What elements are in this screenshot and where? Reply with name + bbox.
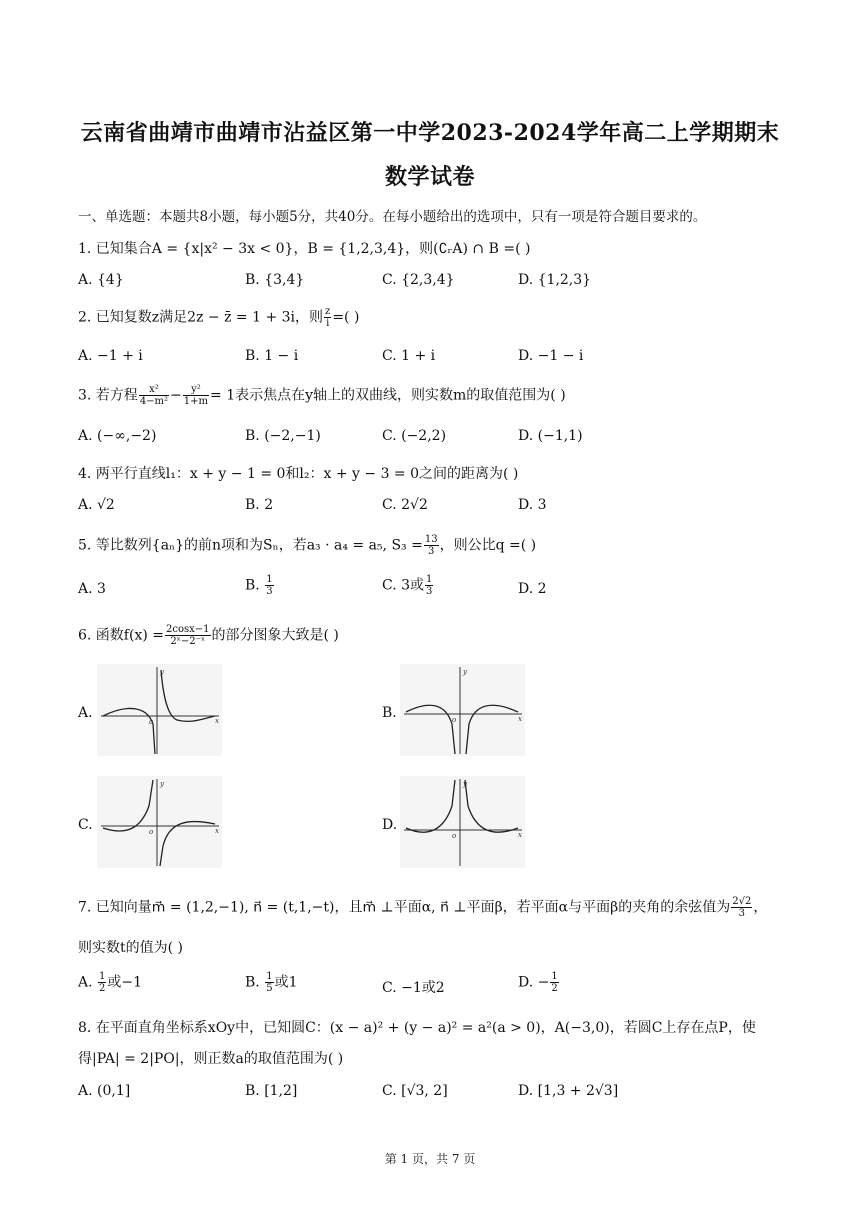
question-4-stem: 4. 两平行直线l₁：x + y − 1 = 0和l₂：x + y − 3 = 0之间的距离为( ) [78, 466, 519, 482]
q4-option-d: D. 3 [518, 497, 547, 513]
q5-option-a: A. 3 [78, 581, 106, 597]
q3-stem-b: = 1表示焦点在y轴上的双曲线，则实数m的取值范围为( ) [210, 387, 566, 404]
q6-frac-den: 2ˣ−2⁻ˣ [170, 636, 206, 647]
q5-c-num: 1 [426, 574, 433, 585]
q3-option-c: C. (−2,2) [382, 428, 447, 444]
q6-graph-a [97, 664, 222, 756]
q7-a-suffix: 或−1 [107, 974, 143, 991]
q8-option-a: A. (0,1] [78, 1083, 131, 1099]
q6-graph-b [400, 664, 525, 756]
q2-stem-b: =( ) [332, 309, 360, 326]
q7-b-suffix: 或1 [274, 974, 298, 991]
q6-option-d: D. [382, 817, 398, 833]
q3-f1-num: x² [139, 384, 169, 396]
q5-b-den: 3 [266, 586, 273, 597]
q2-option-d: D. −1 − i [518, 348, 584, 364]
q7-stem-b: ， [753, 899, 768, 916]
q6-stem-b: 的部分图象大致是( ) [211, 627, 339, 644]
q7-option-a [78, 971, 142, 994]
graph-a-figure [97, 664, 222, 756]
q5-c-label: C. 3或 [382, 577, 425, 594]
svg-text:y: y [160, 780, 164, 788]
question-8-stem-line-2: 得|PA| = 2|PO|，则正数a的取值范围为( ) [78, 1051, 344, 1067]
q2-stem-a: 2. 已知复数z满足2z − z̄ = 1 + 3i，则 [78, 309, 324, 326]
svg-text:o: o [149, 828, 154, 836]
q5-stem-b: ，则公比q =( ) [439, 537, 537, 554]
q5-stem-a: 5. 等比数列{aₙ}的前n项和为Sₙ，若a₃ · a₄ = a₅, S₃ = [78, 537, 423, 554]
q7-frac-num: 2√2 [732, 896, 752, 907]
q5-fraction [424, 534, 439, 557]
svg-text:y: y [463, 668, 467, 676]
svg-text:o: o [149, 718, 154, 726]
q7-fraction [731, 896, 752, 919]
q3-f1-den: 4−m² [139, 396, 169, 407]
q2-fraction [324, 306, 331, 329]
q1-option-c: C. {2,3,4} [382, 272, 455, 288]
q3-option-a: A. (−∞,−2) [78, 428, 157, 444]
svg-text:x: x [215, 717, 219, 725]
svg-text:o: o [452, 832, 457, 840]
q5-b-fraction [265, 574, 273, 597]
svg-text:o: o [452, 716, 457, 724]
q7-option-c: C. −1或2 [382, 980, 445, 996]
question-5-stem [78, 534, 536, 557]
q7-b-label: B. [245, 974, 260, 991]
q7-d-num: 1 [551, 971, 558, 982]
q3-option-d: D. (−1,1) [518, 428, 583, 444]
q4-option-b: B. 2 [245, 497, 274, 513]
q7-option-b [245, 971, 298, 994]
q2-option-b: B. 1 − i [245, 348, 299, 364]
q7-a-den: 2 [99, 983, 106, 994]
svg-text:x: x [518, 715, 522, 723]
q4-option-a: A. √2 [78, 497, 115, 513]
q8-option-d: D. [1,3 + 2√3] [518, 1083, 619, 1099]
svg-text:x: x [215, 827, 219, 835]
q5-option-d: D. 2 [518, 581, 547, 597]
q7-b-num: 1 [266, 971, 273, 982]
q6-frac-num: 2cosx−1 [166, 624, 210, 635]
q8-option-b: B. [1,2] [245, 1083, 298, 1099]
q2-frac-num: z [325, 306, 331, 317]
q8-option-c: C. [√3, 2] [382, 1083, 448, 1099]
q7-a-label: A. [78, 974, 93, 991]
q7-b-fraction [265, 971, 273, 994]
q5-c-fraction [425, 574, 433, 597]
graph-d-figure [400, 776, 525, 868]
q2-option-a: A. −1 + i [78, 348, 143, 364]
q1-option-a: A. {4} [78, 272, 124, 288]
question-8-stem: 8. 在平面直角坐标系xOy中，已知圆C：(x − a)² + (y − a)² = a²(a > 0)，A(−3,0)，若圆C上存在点P，使 [78, 1020, 756, 1036]
q5-b-label: B. [245, 577, 260, 594]
question-2-stem [78, 306, 359, 329]
q7-a-fraction [98, 971, 106, 994]
question-7-stem-line-2: 则实数t的值为( ) [78, 940, 183, 956]
q3-option-b: B. (−2,−1) [245, 428, 321, 444]
question-7-stem [78, 896, 767, 919]
q3-stem-a: 3. 若方程 [78, 387, 138, 404]
title-line-2: 数学试卷 [384, 164, 475, 190]
q5-c-den: 3 [426, 586, 433, 597]
q6-fraction [165, 624, 211, 647]
q2-option-c: C. 1 + i [382, 348, 436, 364]
q7-stem-a: 7. 已知向量m⃗ = (1,2,−1), n⃗ = (t,1,−t)，且m⃗ ⊥平面α, n⃗ ⊥平面β，若平面α与平面β的夹角的余弦值为 [78, 899, 731, 916]
q6-graph-c [97, 776, 222, 868]
q7-d-label: D. − [518, 974, 550, 991]
question-3-stem [78, 384, 566, 407]
q7-option-d [518, 971, 560, 994]
q1-option-b: B. {3,4} [245, 272, 305, 288]
graph-c-figure [97, 776, 222, 868]
q1-option-d: D. {1,2,3} [518, 272, 592, 288]
q5-frac-den: 3 [428, 546, 435, 557]
question-1-stem: 1. 已知集合A = {x|x² − 3x < 0}，B = {1,2,3,4}，则(∁ᵣA) ∩ B =( ) [78, 241, 531, 257]
graph-b-figure [400, 664, 525, 756]
q5-option-c [382, 574, 434, 597]
svg-text:y: y [463, 780, 467, 788]
q3-fraction-2 [183, 384, 209, 407]
q3-fraction-1 [139, 384, 169, 407]
q5-frac-num: 13 [424, 534, 438, 545]
q6-option-c: C. [78, 817, 93, 833]
q5-option-b [245, 574, 275, 597]
q6-graph-d [400, 776, 525, 868]
question-6-stem [78, 624, 339, 647]
q7-a-num: 1 [99, 971, 106, 982]
q7-frac-den: 3 [738, 908, 745, 919]
q6-option-b: B. [382, 705, 397, 721]
svg-text:y: y [160, 668, 164, 676]
title-line-1: 云南省曲靖市曲靖市沾益区第一中学2023-2024学年高二上学期期末 [80, 120, 780, 146]
q4-option-c: C. 2√2 [382, 497, 428, 513]
q6-stem-a: 6. 函数f(x) = [78, 627, 164, 644]
q7-d-den: 2 [551, 983, 558, 994]
q2-frac-den: i [326, 318, 330, 329]
q7-b-den: 5 [266, 983, 273, 994]
q7-d-fraction [550, 971, 558, 994]
section-heading: 一、单选题：本题共8小题，每小题5分，共40分。在每小题给出的选项中，只有一项是符合题目要求的。 [78, 209, 707, 225]
page-footer: 第 1 页，共 7 页 [384, 1152, 476, 1166]
q5-b-num: 1 [266, 574, 273, 585]
q6-option-a: A. [78, 705, 93, 721]
svg-text:x: x [518, 831, 522, 839]
q3-f2-num: y² [183, 384, 209, 396]
q3-minus: − [170, 387, 182, 404]
q3-f2-den: 1+m [183, 396, 209, 407]
